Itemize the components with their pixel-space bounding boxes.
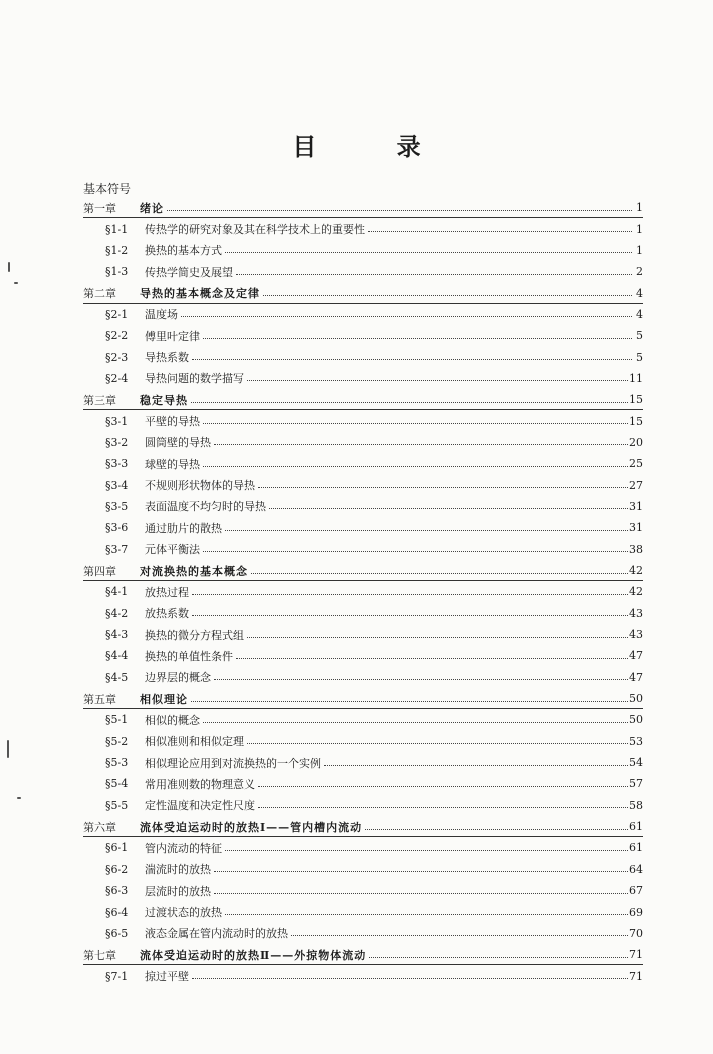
toc-chapter-row xyxy=(83,560,643,581)
toc-entry-number: §1-1 xyxy=(105,222,129,236)
toc-chapter-row xyxy=(83,688,643,709)
toc-section-row xyxy=(83,539,643,560)
toc-entry-number: §6-4 xyxy=(105,905,129,919)
toc-entry-number: 第三章 xyxy=(83,393,116,407)
toc-page-number: 38 xyxy=(629,542,643,556)
toc-section-row xyxy=(83,474,643,495)
toc-entry-title: 放热系数 xyxy=(145,607,189,621)
toc-page-number: 61 xyxy=(629,820,643,834)
toc-entry-title: 边界层的概念 xyxy=(145,671,211,685)
toc-page-number: 1 xyxy=(636,243,643,257)
toc-entry-title: 相似理论 xyxy=(140,692,188,706)
toc-chapter-row xyxy=(83,197,643,218)
toc-page-number: 71 xyxy=(629,948,643,962)
dot-leader xyxy=(247,380,628,381)
dot-leader xyxy=(258,786,628,787)
dot-leader xyxy=(203,466,628,467)
toc-page-number: 31 xyxy=(629,499,643,513)
toc-entry-number: §6-1 xyxy=(105,841,129,855)
toc-entry-title: 温度场 xyxy=(145,308,178,322)
toc-entry-title: 流体受迫运动时的放热Ⅰ——管内槽内流动 xyxy=(140,820,363,834)
dot-leader xyxy=(214,444,628,445)
toc-section-row xyxy=(83,965,643,986)
toc-entry-title: 傅里叶定律 xyxy=(145,329,200,343)
toc-entry-number: §5-3 xyxy=(105,756,129,770)
toc-entry-title: 传热学的研究对象及其在科学技术上的重要性 xyxy=(145,223,365,237)
toc-entry-title: 相似准则和相似定理 xyxy=(145,735,244,749)
toc-page-number: 57 xyxy=(629,777,643,791)
toc-section-row xyxy=(83,709,643,730)
toc-entry-title: 导热的基本概念及定律 xyxy=(140,287,260,301)
toc-page-number: 58 xyxy=(629,798,643,812)
toc-chapter-row xyxy=(83,389,643,410)
toc-entry-title: 不规则形状物体的导热 xyxy=(145,479,255,493)
toc-page-number: 2 xyxy=(636,265,643,279)
dot-leader xyxy=(214,871,628,872)
toc-entry-number: §6-2 xyxy=(105,862,129,876)
toc-page-number: 20 xyxy=(629,435,643,449)
toc-entry-number: §6-3 xyxy=(105,884,129,898)
dot-leader xyxy=(269,508,628,509)
toc-entry-title: 对流换热的基本概念 xyxy=(140,564,248,578)
toc-entry-number: §2-1 xyxy=(105,307,129,321)
toc-entry-number: §1-2 xyxy=(105,243,129,257)
dot-leader xyxy=(368,231,632,232)
toc-entry-title: 液态金属在管内流动时的放热 xyxy=(145,927,288,941)
dot-leader xyxy=(291,935,628,936)
dot-leader xyxy=(225,914,628,915)
dot-leader xyxy=(369,957,628,958)
toc-entry-title: 传热学简史及展望 xyxy=(145,265,233,279)
toc-entry-number: §2-3 xyxy=(105,350,129,364)
toc-entry-title: 导热问题的数学描写 xyxy=(145,372,244,386)
toc-section-row xyxy=(83,731,643,752)
toc-entry-number: §4-4 xyxy=(105,649,129,663)
toc-entry-number: §3-4 xyxy=(105,478,129,492)
toc-section-row xyxy=(83,346,643,367)
toc-entry-number: §4-5 xyxy=(105,670,129,684)
dot-leader xyxy=(324,765,628,766)
toc-section-row xyxy=(83,432,643,453)
dot-leader xyxy=(225,252,632,253)
toc-entry-number: 第七章 xyxy=(83,948,116,962)
toc-page-number: 4 xyxy=(636,307,643,321)
dot-leader xyxy=(192,594,628,595)
toc-entry-number: §3-3 xyxy=(105,457,129,471)
toc-page-number: 64 xyxy=(629,862,643,876)
toc-entry-number: 第一章 xyxy=(83,201,116,215)
toc-entry-title: 球壁的导热 xyxy=(145,457,200,471)
toc-entry-number: 第六章 xyxy=(83,820,116,834)
dot-leader xyxy=(203,338,632,339)
toc-page-number: 1 xyxy=(636,201,643,215)
toc-section-row xyxy=(83,795,643,816)
dot-leader xyxy=(214,893,628,894)
dot-leader xyxy=(203,423,628,424)
toc-entry-number: §4-3 xyxy=(105,628,129,642)
toc-entry-title: 通过肋片的散热 xyxy=(145,521,222,535)
toc-entry-title: 圆筒壁的导热 xyxy=(145,436,211,450)
toc-section-row xyxy=(83,645,643,666)
toc-entry-number: §3-7 xyxy=(105,542,129,556)
toc-entry-title: 常用准则数的物理意义 xyxy=(145,777,255,791)
toc-section-row xyxy=(83,240,643,261)
toc-section-row xyxy=(83,603,643,624)
toc-entry-number: §2-2 xyxy=(105,329,129,343)
toc-page-number: 43 xyxy=(629,628,643,642)
toc-section-row xyxy=(83,517,643,538)
dot-leader xyxy=(191,402,628,403)
toc-entry-number: 第四章 xyxy=(83,564,116,578)
toc-page-number: 31 xyxy=(629,521,643,535)
dot-leader xyxy=(258,807,628,808)
scan-speck xyxy=(14,282,18,284)
toc-section-row xyxy=(83,901,643,922)
toc-entry-title: 元体平衡法 xyxy=(145,543,200,557)
toc-entry-title: 掠过平壁 xyxy=(145,970,189,984)
toc-chapter-row xyxy=(83,944,643,965)
toc-entry-title: 流体受迫运动时的放热Ⅱ——外掠物体流动 xyxy=(140,948,367,962)
toc-section-row xyxy=(83,581,643,602)
toc-chapter-row xyxy=(83,282,643,303)
scan-speck xyxy=(8,262,10,272)
toc-page-number: 50 xyxy=(629,713,643,727)
toc-section-row xyxy=(83,837,643,858)
toc-entry-title: 换热的单值性条件 xyxy=(145,649,233,663)
toc-section-row xyxy=(83,304,643,325)
toc-section-row xyxy=(83,624,643,645)
toc-entry-number: §7-1 xyxy=(105,969,129,983)
toc-entry-title: 稳定导热 xyxy=(140,393,188,407)
dot-leader xyxy=(191,701,628,702)
dot-leader xyxy=(181,316,632,317)
toc-entry-number: §3-1 xyxy=(105,414,129,428)
toc-section-row xyxy=(83,667,643,688)
dot-leader xyxy=(236,658,628,659)
toc-entry-number: 第二章 xyxy=(83,287,116,301)
toc-page-number: 5 xyxy=(636,329,643,343)
scan-speck xyxy=(17,797,21,799)
toc-page-number: 1 xyxy=(636,222,643,236)
toc-section-row xyxy=(83,752,643,773)
dot-leader xyxy=(263,295,632,296)
dot-leader xyxy=(203,551,628,552)
toc-entry-title: 管内流动的特征 xyxy=(145,841,222,855)
dot-leader xyxy=(258,487,628,488)
toc-section-row xyxy=(83,859,643,880)
dot-leader xyxy=(247,743,628,744)
toc-page-number: 47 xyxy=(629,649,643,663)
toc-page-number: 15 xyxy=(629,393,643,407)
toc-entry-number: §3-6 xyxy=(105,521,129,535)
toc-page-number: 70 xyxy=(629,926,643,940)
toc-section-row xyxy=(83,410,643,431)
dot-leader xyxy=(251,573,628,574)
toc-entry-title: 换热的基本方式 xyxy=(145,244,222,258)
toc-section-row xyxy=(83,325,643,346)
toc-section-row xyxy=(83,453,643,474)
toc-section-row xyxy=(83,218,643,239)
toc-page-number: 42 xyxy=(629,585,643,599)
toc-entry-number: §4-1 xyxy=(105,585,129,599)
dot-leader xyxy=(365,829,628,830)
toc-entry-title: 过渡状态的放热 xyxy=(145,906,222,920)
toc-page-number: 27 xyxy=(629,478,643,492)
dot-leader xyxy=(192,359,632,360)
toc-page-number: 25 xyxy=(629,457,643,471)
toc-entry-title: 相似理论应用到对流换热的一个实例 xyxy=(145,756,321,770)
toc-entry-number: §6-5 xyxy=(105,926,129,940)
toc-page-number: 69 xyxy=(629,905,643,919)
dot-leader xyxy=(214,679,628,680)
toc-page-number: 11 xyxy=(629,371,643,385)
toc-page-number: 15 xyxy=(629,414,643,428)
dot-leader xyxy=(236,274,632,275)
table-of-contents xyxy=(83,197,643,987)
toc-section-row xyxy=(83,261,643,282)
toc-page-number: 5 xyxy=(636,350,643,364)
toc-page-number: 50 xyxy=(629,692,643,706)
toc-entry-number: §4-2 xyxy=(105,606,129,620)
dot-leader xyxy=(167,210,632,211)
toc-entry-title: 相似的概念 xyxy=(145,713,200,727)
toc-chapter-row xyxy=(83,816,643,837)
toc-section-row xyxy=(83,923,643,944)
toc-page-number: 4 xyxy=(636,286,643,300)
toc-entry-title: 绪论 xyxy=(140,201,164,215)
symbols-heading: 基本符号 xyxy=(83,182,132,196)
toc-page-number: 53 xyxy=(629,734,643,748)
toc-entry-title: 湍流时的放热 xyxy=(145,863,211,877)
toc-page-number: 67 xyxy=(629,884,643,898)
toc-section-row xyxy=(83,496,643,517)
scan-speck xyxy=(7,740,9,758)
toc-entry-title: 表面温度不均匀时的导热 xyxy=(145,500,266,514)
toc-entry-number: 第五章 xyxy=(83,692,116,706)
toc-page-number: 54 xyxy=(629,756,643,770)
toc-page-number: 42 xyxy=(629,564,643,578)
toc-entry-number: §5-2 xyxy=(105,734,129,748)
toc-entry-number: §2-4 xyxy=(105,371,129,385)
dot-leader xyxy=(225,530,628,531)
toc-entry-title: 放热过程 xyxy=(145,585,189,599)
dot-leader xyxy=(192,615,628,616)
toc-section-row xyxy=(83,773,643,794)
toc-entry-number: §5-5 xyxy=(105,798,129,812)
toc-entry-title: 导热系数 xyxy=(145,351,189,365)
dot-leader xyxy=(203,722,628,723)
toc-entry-number: §5-4 xyxy=(105,777,129,791)
toc-entry-number: §1-3 xyxy=(105,265,129,279)
dot-leader xyxy=(247,637,628,638)
page-title: 目 录 xyxy=(292,133,457,161)
toc-entry-title: 换热的微分方程式组 xyxy=(145,628,244,642)
toc-section-row xyxy=(83,368,643,389)
toc-section-row xyxy=(83,880,643,901)
toc-page-number: 43 xyxy=(629,606,643,620)
toc-entry-number: §3-5 xyxy=(105,499,129,513)
toc-page-number: 47 xyxy=(629,670,643,684)
dot-leader xyxy=(225,850,628,851)
toc-entry-number: §3-2 xyxy=(105,435,129,449)
toc-entry-title: 层流时的放热 xyxy=(145,884,211,898)
toc-page-number: 71 xyxy=(629,969,643,983)
toc-entry-title: 定性温度和决定性尺度 xyxy=(145,799,255,813)
toc-entry-number: §5-1 xyxy=(105,713,129,727)
toc-page-number: 61 xyxy=(629,841,643,855)
toc-entry-title: 平壁的导热 xyxy=(145,415,200,429)
dot-leader xyxy=(192,978,628,979)
